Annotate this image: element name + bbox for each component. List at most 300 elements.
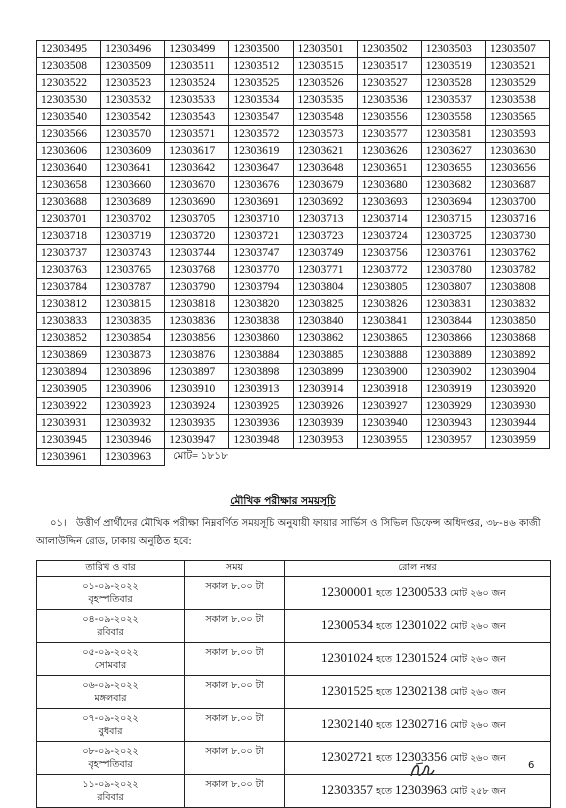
roll-number-cell: 12303900 bbox=[357, 364, 421, 381]
schedule-row bbox=[37, 709, 551, 742]
roll-number-cell: 12303841 bbox=[357, 313, 421, 330]
roll-number-cell: 12303756 bbox=[357, 245, 421, 262]
roll-number-table bbox=[36, 40, 550, 466]
signature-mark bbox=[408, 758, 436, 780]
table-row bbox=[37, 262, 550, 279]
roll-number-cell: 12303676 bbox=[229, 177, 293, 194]
roll-range-separator: হতে bbox=[376, 753, 392, 764]
roll-from: 12301024 bbox=[321, 650, 373, 665]
schedule-date-cell bbox=[37, 775, 185, 808]
roll-number-cell: 12303856 bbox=[165, 330, 229, 347]
empty-cell bbox=[357, 449, 421, 466]
roll-number-cell: 12303902 bbox=[421, 364, 485, 381]
roll-number-cell: 12303894 bbox=[37, 364, 101, 381]
roll-number-cell: 12303558 bbox=[421, 109, 485, 126]
roll-number-cell: 12303730 bbox=[485, 228, 549, 245]
roll-number-cell: 12303534 bbox=[229, 92, 293, 109]
header-date-day: তারিখ ও বার bbox=[37, 561, 185, 577]
table-row bbox=[37, 245, 550, 262]
paragraph-text: উত্তীর্ণ প্রার্থীদের মৌখিক পরীক্ষা নিম্নবর্ণিত সময়সূচি অনুযায়ী ফায়ার সার্ভিস ও সিভিল ডিফেন্স অধিদপ্তর, ৩৮-৪৬ কাজী আলাউদ্দিন রোড, ঢাকায় অনুষ্ঠিত হবে: bbox=[36, 518, 541, 547]
roll-number-cell: 12303693 bbox=[357, 194, 421, 211]
table-row bbox=[37, 58, 550, 75]
roll-number-cell: 12303519 bbox=[421, 58, 485, 75]
roll-range-separator: হতে bbox=[376, 588, 392, 599]
roll-number-cell: 12303529 bbox=[485, 75, 549, 92]
roll-number-cell: 12303840 bbox=[293, 313, 357, 330]
roll-number-cell: 12303647 bbox=[229, 160, 293, 177]
schedule-row bbox=[37, 742, 551, 775]
roll-number-cell: 12303660 bbox=[101, 177, 165, 194]
roll-number-cell: 12303542 bbox=[101, 109, 165, 126]
roll-number-cell: 12303691 bbox=[229, 194, 293, 211]
roll-number-cell: 12303939 bbox=[293, 415, 357, 432]
roll-number-cell: 12303679 bbox=[293, 177, 357, 194]
schedule-row bbox=[37, 775, 551, 808]
roll-number-cell: 12303765 bbox=[101, 262, 165, 279]
empty-cell bbox=[421, 449, 485, 466]
roll-number-cell: 12303794 bbox=[229, 279, 293, 296]
roll-number-cell: 12303850 bbox=[485, 313, 549, 330]
schedule-date: ০৭-০৯-২০২২ bbox=[82, 713, 139, 724]
roll-number-cell: 12303705 bbox=[165, 211, 229, 228]
roll-number-cell: 12303524 bbox=[165, 75, 229, 92]
roll-number-cell: 12303573 bbox=[293, 126, 357, 143]
roll-number-cell: 12303868 bbox=[485, 330, 549, 347]
table-row bbox=[37, 432, 550, 449]
candidate-count: মোট ২৬০ জন bbox=[450, 753, 506, 764]
roll-number-cell: 12303771 bbox=[293, 262, 357, 279]
roll-number-cell: 12303526 bbox=[293, 75, 357, 92]
roll-number-cell: 12303509 bbox=[101, 58, 165, 75]
roll-number-cell: 12303929 bbox=[421, 398, 485, 415]
roll-number-cell: 12303617 bbox=[165, 143, 229, 160]
schedule-roll-range bbox=[285, 709, 551, 742]
roll-number-cell: 12303926 bbox=[293, 398, 357, 415]
candidate-count: মোট ২৬০ জন bbox=[450, 687, 506, 698]
roll-number-cell: 12303762 bbox=[485, 245, 549, 262]
schedule-date-cell bbox=[37, 577, 185, 610]
schedule-date: ০১-০৯-২০২২ bbox=[82, 581, 139, 592]
table-row-last bbox=[37, 449, 550, 466]
roll-number-cell: 12303831 bbox=[421, 296, 485, 313]
roll-number-cell: 12303865 bbox=[357, 330, 421, 347]
roll-number-cell: 12303743 bbox=[101, 245, 165, 262]
roll-number-cell: 12303747 bbox=[229, 245, 293, 262]
schedule-day: রবিবার bbox=[97, 792, 124, 803]
schedule-time: সকাল ৮.০০ টা bbox=[185, 577, 285, 610]
roll-number-cell: 12303943 bbox=[421, 415, 485, 432]
roll-number-cell: 12303536 bbox=[357, 92, 421, 109]
roll-range-separator: হতে bbox=[376, 720, 392, 731]
roll-number-cell: 12303527 bbox=[357, 75, 421, 92]
roll-range-separator: হতে bbox=[376, 654, 392, 665]
schedule-time: সকাল ৮.০০ টা bbox=[185, 676, 285, 709]
roll-number-cell: 12303517 bbox=[357, 58, 421, 75]
roll-number-cell: 12303807 bbox=[421, 279, 485, 296]
roll-number-cell: 12303947 bbox=[165, 432, 229, 449]
roll-number-cell: 12303548 bbox=[293, 109, 357, 126]
roll-number-cell: 12303737 bbox=[37, 245, 101, 262]
roll-number-cell: 12303924 bbox=[165, 398, 229, 415]
table-row bbox=[37, 41, 550, 58]
roll-number-cell: 12303626 bbox=[357, 143, 421, 160]
schedule-row bbox=[37, 610, 551, 643]
roll-number-cell: 12303720 bbox=[165, 228, 229, 245]
schedule-roll-range bbox=[285, 610, 551, 643]
roll-number-cell: 12303780 bbox=[421, 262, 485, 279]
roll-number-cell: 12303571 bbox=[165, 126, 229, 143]
roll-number-cell: 12303565 bbox=[485, 109, 549, 126]
roll-number-cell: 12303910 bbox=[165, 381, 229, 398]
roll-number-cell: 12303930 bbox=[485, 398, 549, 415]
candidate-count: মোট ২৬০ জন bbox=[450, 720, 506, 731]
roll-number-cell: 12303945 bbox=[37, 432, 101, 449]
roll-number-cell: 12303499 bbox=[165, 41, 229, 58]
schedule-date: ১১-০৯-২০২২ bbox=[82, 779, 139, 790]
roll-number-cell: 12303918 bbox=[357, 381, 421, 398]
roll-number-cell: 12303566 bbox=[37, 126, 101, 143]
roll-from: 12300534 bbox=[321, 617, 373, 632]
roll-number-cell: 12303502 bbox=[357, 41, 421, 58]
roll-number-cell: 12303528 bbox=[421, 75, 485, 92]
roll-number-cell: 12303784 bbox=[37, 279, 101, 296]
roll-number-cell: 12303690 bbox=[165, 194, 229, 211]
schedule-date-cell bbox=[37, 610, 185, 643]
roll-number-cell: 12303543 bbox=[165, 109, 229, 126]
table-row bbox=[37, 92, 550, 109]
roll-number-cell: 12303744 bbox=[165, 245, 229, 262]
roll-number-cell: 12303808 bbox=[485, 279, 549, 296]
roll-number-cell: 12303630 bbox=[485, 143, 549, 160]
roll-number-cell: 12303936 bbox=[229, 415, 293, 432]
roll-number-cell: 12303682 bbox=[421, 177, 485, 194]
roll-number-cell: 12303692 bbox=[293, 194, 357, 211]
table-row bbox=[37, 177, 550, 194]
schedule-day: রবিবার bbox=[97, 627, 124, 638]
table-row bbox=[37, 398, 550, 415]
candidate-count: মোট ২৫৮ জন bbox=[450, 786, 506, 797]
roll-number-cell: 12303897 bbox=[165, 364, 229, 381]
table-row bbox=[37, 194, 550, 211]
roll-number-cell: 12303581 bbox=[421, 126, 485, 143]
roll-number-cell: 12303932 bbox=[101, 415, 165, 432]
roll-from: 12302721 bbox=[321, 749, 373, 764]
schedule-body bbox=[37, 577, 551, 808]
roll-to: 12300533 bbox=[395, 584, 447, 599]
roll-number-cell: 12303931 bbox=[37, 415, 101, 432]
roll-number-cell: 12303670 bbox=[165, 177, 229, 194]
roll-number-cell: 12303507 bbox=[485, 41, 549, 58]
empty-cell bbox=[293, 449, 357, 466]
roll-number-cell: 12303862 bbox=[293, 330, 357, 347]
schedule-time: সকাল ৮.০০ টা bbox=[185, 610, 285, 643]
schedule-day: সোমবার bbox=[94, 660, 127, 671]
roll-number-cell: 12303577 bbox=[357, 126, 421, 143]
roll-number-cell: 12303899 bbox=[293, 364, 357, 381]
roll-number-cell: 12303946 bbox=[101, 432, 165, 449]
roll-number-cell: 12303496 bbox=[101, 41, 165, 58]
roll-number-cell: 12303535 bbox=[293, 92, 357, 109]
roll-number-cell: 12303512 bbox=[229, 58, 293, 75]
roll-number-cell: 12303656 bbox=[485, 160, 549, 177]
roll-number-cell: 12303854 bbox=[101, 330, 165, 347]
roll-number-cell: 12303511 bbox=[165, 58, 229, 75]
table-row bbox=[37, 143, 550, 160]
schedule-date: ০৪-০৯-২০২২ bbox=[82, 614, 139, 625]
viva-schedule-title: মৌখিক পরীক্ষার সময়সূচি bbox=[230, 495, 336, 507]
roll-number-cell: 12303889 bbox=[421, 347, 485, 364]
roll-number-cell: 12303721 bbox=[229, 228, 293, 245]
schedule-roll-range bbox=[285, 676, 551, 709]
schedule-row bbox=[37, 676, 551, 709]
roll-number-cell: 12303593 bbox=[485, 126, 549, 143]
table-row bbox=[37, 415, 550, 432]
roll-number-cell: 12303922 bbox=[37, 398, 101, 415]
roll-from: 12303357 bbox=[321, 782, 373, 797]
table-row bbox=[37, 347, 550, 364]
table-row bbox=[37, 313, 550, 330]
roll-number-cell: 12303648 bbox=[293, 160, 357, 177]
roll-number-cell: 12303500 bbox=[229, 41, 293, 58]
roll-number-cell: 12303860 bbox=[229, 330, 293, 347]
schedule-time: সকাল ৮.০০ টা bbox=[185, 775, 285, 808]
roll-number-cell: 12303963 bbox=[101, 449, 165, 466]
roll-from: 12302140 bbox=[321, 716, 373, 731]
roll-number-cell: 12303935 bbox=[165, 415, 229, 432]
roll-number-cell: 12303832 bbox=[485, 296, 549, 313]
roll-number-cell: 12303919 bbox=[421, 381, 485, 398]
roll-number-cell: 12303888 bbox=[357, 347, 421, 364]
table-row bbox=[37, 75, 550, 92]
schedule-row bbox=[37, 577, 551, 610]
roll-number-cell: 12303825 bbox=[293, 296, 357, 313]
roll-number-cell: 12303913 bbox=[229, 381, 293, 398]
roll-number-cell: 12303515 bbox=[293, 58, 357, 75]
table-row bbox=[37, 364, 550, 381]
roll-number-cell: 12303609 bbox=[101, 143, 165, 160]
roll-number-cell: 12303820 bbox=[229, 296, 293, 313]
roll-number-cell: 12303815 bbox=[101, 296, 165, 313]
roll-number-cell: 12303835 bbox=[101, 313, 165, 330]
roll-number-cell: 12303805 bbox=[357, 279, 421, 296]
roll-number-cell: 12303959 bbox=[485, 432, 549, 449]
roll-number-cell: 12303532 bbox=[101, 92, 165, 109]
roll-number-cell: 12303804 bbox=[293, 279, 357, 296]
roll-number-cell: 12303790 bbox=[165, 279, 229, 296]
roll-number-cell: 12303723 bbox=[293, 228, 357, 245]
total-count-label: মোট= ১৮১৮ bbox=[173, 451, 228, 463]
table-row bbox=[37, 160, 550, 177]
candidate-count: মোট ২৬০ জন bbox=[450, 588, 506, 599]
roll-number-cell: 12303521 bbox=[485, 58, 549, 75]
roll-number-cell: 12303896 bbox=[101, 364, 165, 381]
roll-number-cell: 12303713 bbox=[293, 211, 357, 228]
roll-number-cell: 12303572 bbox=[229, 126, 293, 143]
schedule-time: সকাল ৮.০০ টা bbox=[185, 643, 285, 676]
roll-number-cell: 12303658 bbox=[37, 177, 101, 194]
roll-number-cell: 12303838 bbox=[229, 313, 293, 330]
roll-range-separator: হতে bbox=[376, 687, 392, 698]
roll-to: 12302138 bbox=[395, 683, 447, 698]
table-row bbox=[37, 296, 550, 313]
schedule-date-cell bbox=[37, 709, 185, 742]
roll-number-cell: 12303787 bbox=[101, 279, 165, 296]
roll-number-cell: 12303914 bbox=[293, 381, 357, 398]
roll-number-cell: 12303501 bbox=[293, 41, 357, 58]
roll-number-cell: 12303530 bbox=[37, 92, 101, 109]
table-row bbox=[37, 211, 550, 228]
roll-number-cell: 12303944 bbox=[485, 415, 549, 432]
candidate-count: মোট ২৬০ জন bbox=[450, 654, 506, 665]
roll-number-cell: 12303718 bbox=[37, 228, 101, 245]
candidate-count: মোট ২৬০ জন bbox=[450, 621, 506, 632]
roll-number-cell: 12303700 bbox=[485, 194, 549, 211]
schedule-day: বুধবার bbox=[98, 726, 123, 737]
roll-number-cell: 12303724 bbox=[357, 228, 421, 245]
roll-number-cell: 12303833 bbox=[37, 313, 101, 330]
paragraph-number: ০১। bbox=[50, 518, 67, 529]
venue-paragraph bbox=[36, 515, 550, 551]
roll-number-cell: 12303719 bbox=[101, 228, 165, 245]
roll-number-cell: 12303523 bbox=[101, 75, 165, 92]
roll-number-cell: 12303694 bbox=[421, 194, 485, 211]
roll-to: 12301022 bbox=[395, 617, 447, 632]
schedule-date-cell bbox=[37, 676, 185, 709]
roll-number-cell: 12303508 bbox=[37, 58, 101, 75]
roll-number-cell: 12303540 bbox=[37, 109, 101, 126]
schedule-date: ০৮-০৯-২০২২ bbox=[82, 746, 139, 757]
roll-number-cell: 12303844 bbox=[421, 313, 485, 330]
roll-number-cell: 12303852 bbox=[37, 330, 101, 347]
roll-number-cell: 12303898 bbox=[229, 364, 293, 381]
roll-number-cell: 12303538 bbox=[485, 92, 549, 109]
roll-number-cell: 12303725 bbox=[421, 228, 485, 245]
roll-number-cell: 12303955 bbox=[357, 432, 421, 449]
roll-number-cell: 12303556 bbox=[357, 109, 421, 126]
roll-range-separator: হতে bbox=[376, 621, 392, 632]
table-row bbox=[37, 126, 550, 143]
roll-range-separator: হতে bbox=[376, 786, 392, 797]
roll-number-cell: 12303925 bbox=[229, 398, 293, 415]
schedule-row bbox=[37, 643, 551, 676]
roll-number-cell: 12303953 bbox=[293, 432, 357, 449]
roll-number-cell: 12303927 bbox=[357, 398, 421, 415]
schedule-date-cell bbox=[37, 643, 185, 676]
header-roll-number: রোল নম্বর bbox=[285, 561, 551, 577]
roll-number-cell: 12303716 bbox=[485, 211, 549, 228]
schedule-header-row bbox=[37, 561, 551, 577]
table-row bbox=[37, 109, 550, 126]
table-row bbox=[37, 279, 550, 296]
roll-number-cell: 12303812 bbox=[37, 296, 101, 313]
roll-to: 12301524 bbox=[395, 650, 447, 665]
roll-number-table-body bbox=[37, 41, 550, 466]
roll-number-cell: 12303495 bbox=[37, 41, 101, 58]
empty-cell bbox=[485, 449, 549, 466]
roll-number-cell: 12303640 bbox=[37, 160, 101, 177]
roll-number-cell: 12303715 bbox=[421, 211, 485, 228]
schedule-time: সকাল ৮.০০ টা bbox=[185, 742, 285, 775]
schedule-time: সকাল ৮.০০ টা bbox=[185, 709, 285, 742]
roll-number-cell: 12303768 bbox=[165, 262, 229, 279]
roll-number-cell: 12303957 bbox=[421, 432, 485, 449]
roll-number-cell: 12303920 bbox=[485, 381, 549, 398]
roll-number-cell: 12303782 bbox=[485, 262, 549, 279]
roll-number-cell: 12303642 bbox=[165, 160, 229, 177]
roll-number-cell: 12303948 bbox=[229, 432, 293, 449]
roll-number-cell: 12303522 bbox=[37, 75, 101, 92]
roll-number-cell: 12303702 bbox=[101, 211, 165, 228]
roll-number-cell: 12303627 bbox=[421, 143, 485, 160]
roll-number-cell: 12303904 bbox=[485, 364, 549, 381]
roll-number-cell: 12303641 bbox=[101, 160, 165, 177]
roll-number-cell: 12303892 bbox=[485, 347, 549, 364]
schedule-roll-range bbox=[285, 577, 551, 610]
roll-number-cell: 12303533 bbox=[165, 92, 229, 109]
roll-number-cell: 12303940 bbox=[357, 415, 421, 432]
roll-to: 12303356 bbox=[395, 749, 447, 764]
schedule-date: ০৫-০৯-২০২২ bbox=[82, 647, 139, 658]
schedule-roll-range bbox=[285, 643, 551, 676]
roll-from: 12300001 bbox=[321, 584, 373, 599]
roll-number-cell: 12303906 bbox=[101, 381, 165, 398]
roll-number-cell: 12303525 bbox=[229, 75, 293, 92]
roll-number-cell: 12303714 bbox=[357, 211, 421, 228]
roll-number-cell: 12303884 bbox=[229, 347, 293, 364]
page-number: 6 bbox=[528, 760, 535, 771]
roll-number-cell: 12303761 bbox=[421, 245, 485, 262]
header-time: সময় bbox=[185, 561, 285, 577]
roll-number-cell: 12303772 bbox=[357, 262, 421, 279]
roll-number-cell: 12303503 bbox=[421, 41, 485, 58]
roll-to: 12303963 bbox=[395, 782, 447, 797]
roll-number-cell: 12303619 bbox=[229, 143, 293, 160]
schedule-date: ০৬-০৯-২০২২ bbox=[82, 680, 139, 691]
roll-number-cell: 12303876 bbox=[165, 347, 229, 364]
schedule-date-cell bbox=[37, 742, 185, 775]
schedule-day: বৃহস্পতিবার bbox=[88, 759, 133, 770]
roll-number-cell: 12303537 bbox=[421, 92, 485, 109]
roll-to: 12302716 bbox=[395, 716, 447, 731]
roll-number-cell: 12303836 bbox=[165, 313, 229, 330]
roll-number-cell: 12303826 bbox=[357, 296, 421, 313]
roll-number-cell: 12303687 bbox=[485, 177, 549, 194]
schedule-day: মঙ্গলবার bbox=[94, 693, 127, 704]
roll-number-cell: 12303655 bbox=[421, 160, 485, 177]
roll-number-cell: 12303866 bbox=[421, 330, 485, 347]
roll-number-cell: 12303923 bbox=[101, 398, 165, 415]
roll-number-cell: 12303547 bbox=[229, 109, 293, 126]
roll-number-cell: 12303818 bbox=[165, 296, 229, 313]
schedule-day: বৃহস্পতিবার bbox=[88, 594, 133, 605]
roll-number-cell: 12303961 bbox=[37, 449, 101, 466]
roll-number-cell: 12303651 bbox=[357, 160, 421, 177]
roll-number-cell: 12303689 bbox=[101, 194, 165, 211]
table-row bbox=[37, 228, 550, 245]
roll-number-cell: 12303770 bbox=[229, 262, 293, 279]
roll-number-cell: 12303873 bbox=[101, 347, 165, 364]
roll-number-cell: 12303680 bbox=[357, 177, 421, 194]
roll-number-cell: 12303710 bbox=[229, 211, 293, 228]
roll-number-cell: 12303749 bbox=[293, 245, 357, 262]
roll-number-cell: 12303688 bbox=[37, 194, 101, 211]
table-row bbox=[37, 381, 550, 398]
roll-number-cell: 12303869 bbox=[37, 347, 101, 364]
table-row bbox=[37, 330, 550, 347]
roll-number-cell: 12303606 bbox=[37, 143, 101, 160]
roll-number-cell: 12303905 bbox=[37, 381, 101, 398]
roll-number-cell: 12303885 bbox=[293, 347, 357, 364]
